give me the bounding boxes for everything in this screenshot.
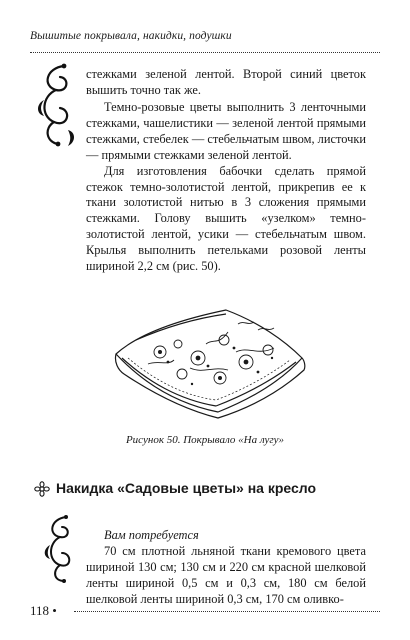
section-title: Накидка «Садовые цветы» на кресло: [56, 480, 317, 496]
header-divider: [30, 52, 380, 53]
body-text: [86, 100, 366, 275]
figure-caption: Рисунок 50. Покрывало «На лугу»: [125, 434, 285, 446]
page-number: 118 •: [30, 603, 57, 618]
blanket-illustration: [108, 300, 308, 420]
scroll-ornament-icon: [42, 513, 78, 585]
materials-subheading: Вам потребуется: [104, 528, 199, 542]
paragraph: 70 см плотной льняной ткани кремового цвета шириной 130 см; 130 см и 220 см красной шелковой ленты шириной 0,5 см и 0,3 см, 180 см белой шелковой ленты шириной 0,3 см, 170 см оливко-: [86, 543, 366, 606]
running-head: Вышитые покрывала, накидки, подушки: [30, 30, 232, 42]
materials-list: [86, 528, 366, 608]
paragraph-continuation: стежками зеленой лентой. Второй синий цветок вышить точно так же.: [86, 67, 366, 97]
scroll-ornament-icon: [34, 60, 80, 150]
paragraph: Темно-розовые цветы выполнить 3 ленточными стежками, чашелистики — зеленой лентой прямыми стежками, стебелек — стебельчатым швом, листочки — прямыми стежками зеленой лентой.: [86, 100, 366, 162]
paragraph: Для изготовления бабочки сделать прямой стежок темно-золотистой лентой, прикрепив ее к ткани золотистой нитью в 3 сложения прямыми стежками. Голову вышить «узелком» темно-золотистой лентой, усики — стебельчатым швом. Крылья выполнить петельками розовой ленты шириной 2,2 см (рис. 50).: [86, 163, 366, 274]
flower-ornament-icon: [34, 481, 50, 497]
footer-divider: [74, 611, 380, 612]
